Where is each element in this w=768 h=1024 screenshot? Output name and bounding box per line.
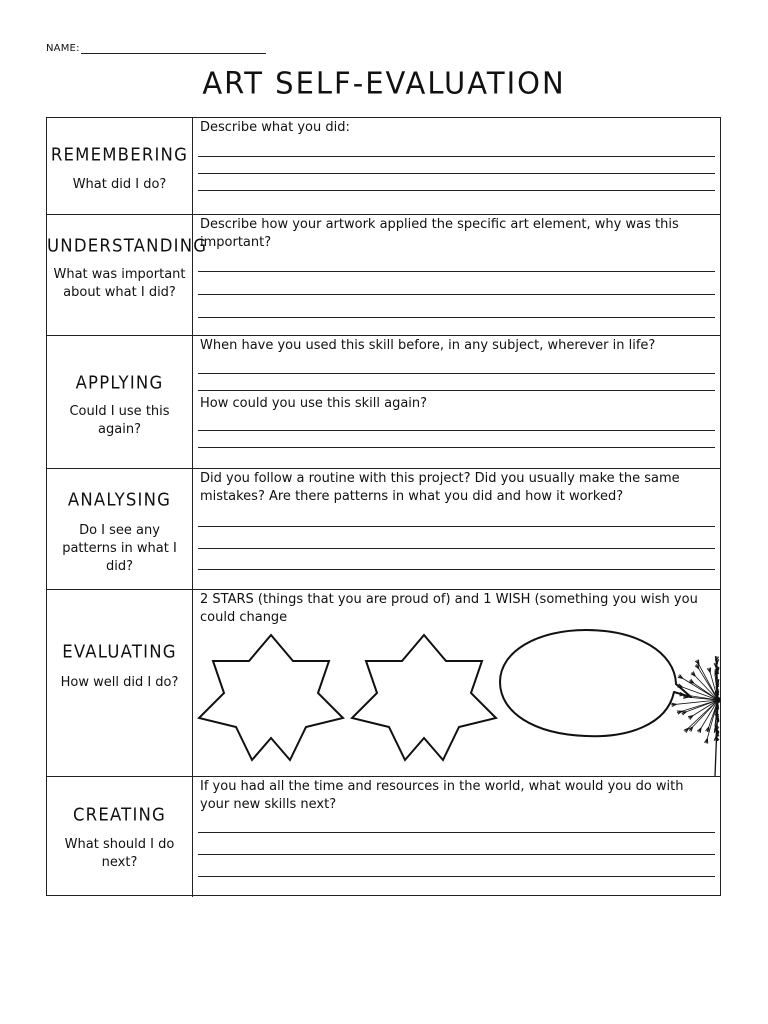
row-understanding-header [47, 215, 208, 335]
row-remembering-header [47, 118, 193, 214]
row-creating [47, 776, 720, 897]
speech-bubble-icon[interactable] [500, 630, 691, 736]
prompt-text: Did you follow a routine with this project? Did you usually make the same mistakes? Are there patterns in what you did and how it worked? [200, 471, 680, 504]
prompt-text: Describe what you did: [200, 120, 350, 135]
row-label: REMEMBERING [50, 144, 189, 165]
row-label: UNDERSTANDING [47, 235, 208, 256]
name-label: NAME: [46, 43, 80, 54]
writing-line[interactable] [198, 526, 715, 527]
row-question: What should I do next? [64, 837, 175, 870]
row-question: Could I use this again? [69, 404, 170, 437]
page-title: ART SELF-EVALUATION [202, 65, 566, 101]
row-label: EVALUATING [62, 641, 177, 662]
writing-line[interactable] [198, 832, 715, 833]
writing-line[interactable] [198, 294, 715, 295]
writing-line[interactable] [198, 854, 715, 855]
writing-line[interactable] [198, 569, 715, 570]
row-creating-answer [193, 777, 720, 897]
prompt-text: If you had all the time and resources in the world, what would you do with your new skills next? [200, 779, 684, 812]
row-label: CREATING [72, 804, 167, 825]
writing-line[interactable] [198, 190, 715, 191]
row-evaluating [47, 589, 720, 776]
writing-line[interactable] [198, 271, 715, 272]
row-remembering [47, 118, 720, 214]
row-applying [47, 335, 720, 468]
row-understanding [47, 214, 720, 335]
writing-line[interactable] [198, 548, 715, 549]
writing-line[interactable] [198, 876, 715, 877]
row-applying-header [47, 336, 193, 468]
row-question: What did I do? [72, 177, 167, 192]
row-analysing [47, 468, 720, 589]
writing-line[interactable] [198, 317, 715, 318]
prompt-text: 2 STARS (things that you are proud of) and 1 WISH (something you wish you could change [200, 592, 698, 625]
prompt-text: When have you used this skill before, in any subject, wherever in life? [200, 338, 656, 353]
row-applying-answer [193, 336, 720, 468]
row-remembering-answer [193, 118, 720, 214]
row-creating-header [47, 777, 193, 897]
writing-line[interactable] [198, 430, 715, 431]
writing-line[interactable] [198, 447, 715, 448]
row-label: APPLYING [75, 372, 164, 393]
row-question: How well did I do? [60, 675, 179, 690]
prompt-text: Describe how your artwork applied the specific art element, why was this important? [200, 217, 679, 250]
stars-and-wish-drawing [193, 590, 722, 777]
evaluation-table [46, 117, 721, 896]
dandelion-icon [671, 656, 721, 776]
row-question: Do I see any patterns in what I did? [62, 523, 177, 574]
name-field[interactable] [46, 43, 266, 54]
star-icon[interactable] [352, 635, 496, 760]
row-question: What was important about what I did? [53, 267, 186, 300]
row-label: ANALYSING [67, 489, 172, 510]
name-blank[interactable] [81, 43, 266, 54]
writing-line[interactable] [198, 173, 715, 174]
writing-line[interactable] [198, 373, 715, 374]
star-icon[interactable] [199, 635, 343, 760]
row-understanding-answer [193, 215, 720, 335]
row-analysing-answer [193, 469, 720, 589]
row-evaluating-header [47, 590, 193, 776]
writing-line[interactable] [198, 390, 715, 391]
writing-line[interactable] [198, 156, 715, 157]
row-evaluating-answer [193, 590, 720, 776]
row-analysing-header [47, 469, 193, 589]
prompt-text: How could you use this skill again? [200, 396, 428, 411]
